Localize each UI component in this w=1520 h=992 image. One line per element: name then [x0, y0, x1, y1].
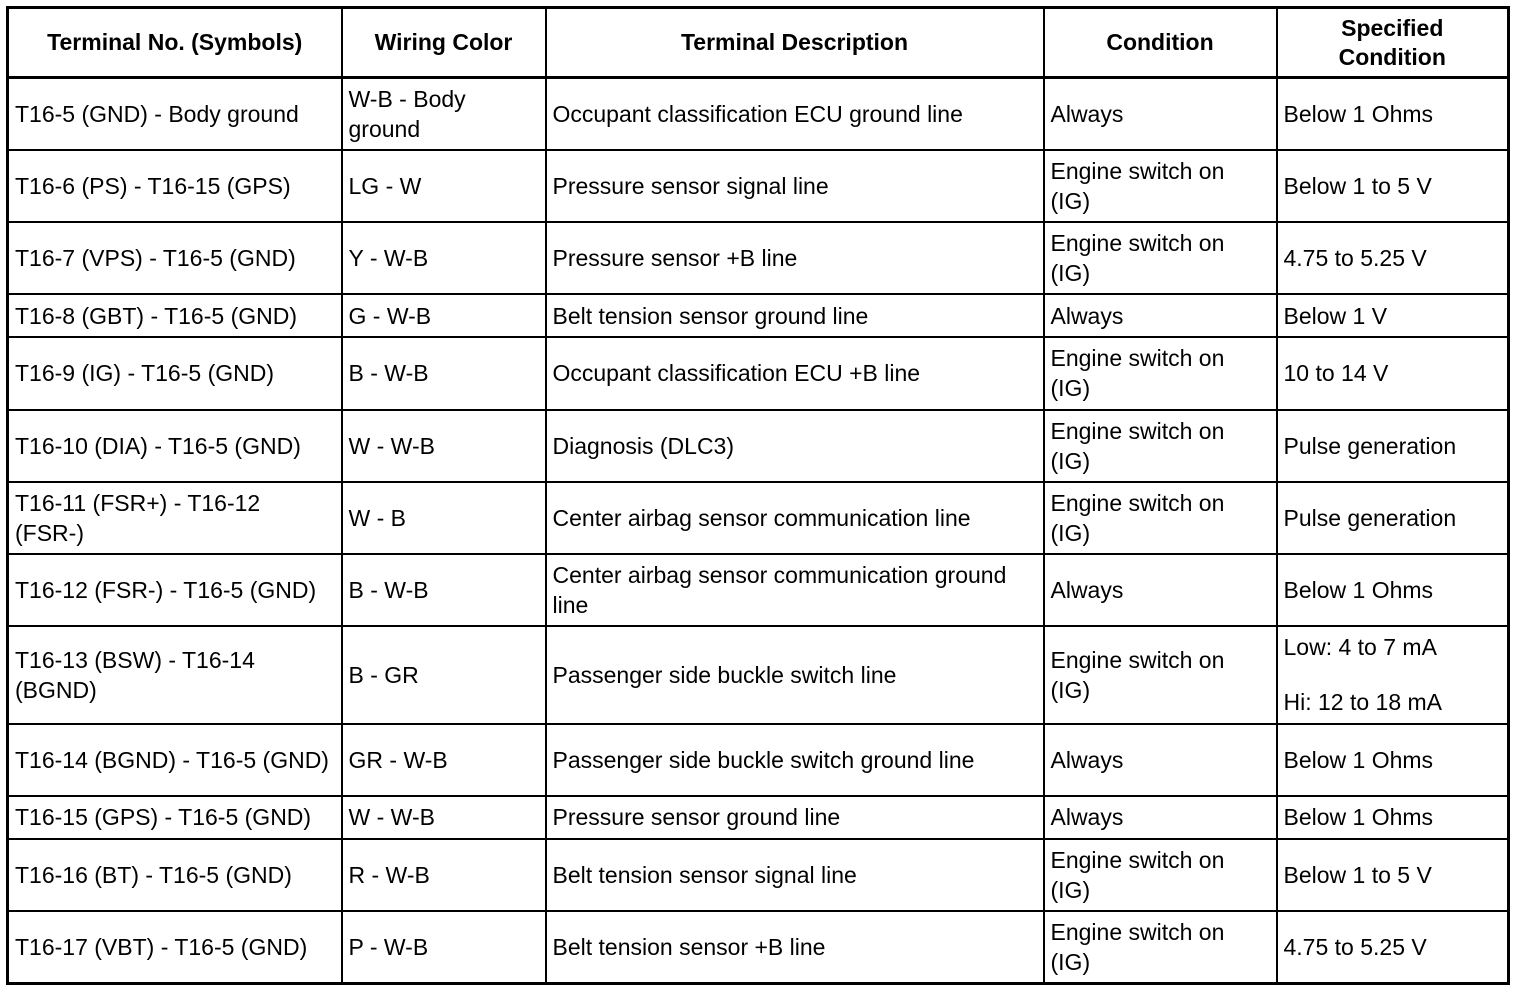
wiring-color-cell: Y - W-B [342, 222, 546, 294]
condition-cell: Engine switch on (IG) [1044, 222, 1277, 294]
terminal-cell: T16-9 (IG) - T16-5 (GND) [8, 337, 342, 409]
description-cell: Belt tension sensor signal line [546, 839, 1044, 911]
condition-cell: Always [1044, 796, 1277, 839]
wiring-color-cell: W-B - Body ground [342, 78, 546, 150]
specified-condition-line: Below 1 Ohms [1283, 746, 1434, 773]
terminal-cell: T16-7 (VPS) - T16-5 (GND) [8, 222, 342, 294]
header-condition: Condition [1044, 8, 1277, 78]
spec-line-gap [1284, 662, 1502, 687]
specified-condition-line: Below 1 to 5 V [1283, 172, 1432, 199]
table-row [8, 724, 1509, 796]
specified-condition-cell [1277, 410, 1509, 482]
terminal-cell: T16-11 (FSR+) - T16-12 (FSR-) [8, 482, 342, 554]
description-cell: Passenger side buckle switch line [546, 626, 1044, 723]
terminal-cell: T16-13 (BSW) - T16-14 (BGND) [8, 626, 342, 723]
header-specified-condition: Specified Condition [1277, 8, 1509, 78]
specified-condition-line: 10 to 14 V [1283, 360, 1389, 387]
specified-condition-cell [1277, 150, 1509, 222]
table-row [8, 294, 1509, 337]
description-cell: Pressure sensor ground line [546, 796, 1044, 839]
wiring-color-cell: GR - W-B [342, 724, 546, 796]
description-cell: Occupant classification ECU +B line [546, 337, 1044, 409]
description-cell: Belt tension sensor ground line [546, 294, 1044, 337]
description-cell: Passenger side buckle switch ground line [546, 724, 1044, 796]
table-row [8, 554, 1509, 626]
specified-condition-line: Pulse generation [1283, 504, 1457, 531]
specified-condition-line: Below 1 Ohms [1283, 804, 1434, 831]
specified-condition-cell [1277, 724, 1509, 796]
terminal-cell: T16-10 (DIA) - T16-5 (GND) [8, 410, 342, 482]
condition-cell: Engine switch on (IG) [1044, 410, 1277, 482]
condition-cell: Engine switch on (IG) [1044, 626, 1277, 723]
terminal-spec-table [6, 6, 1510, 985]
table-row [8, 150, 1509, 222]
condition-cell: Always [1044, 78, 1277, 150]
specified-condition-cell [1277, 222, 1509, 294]
wiring-color-cell: G - W-B [342, 294, 546, 337]
specified-condition-line: 4.75 to 5.25 V [1283, 245, 1427, 272]
specified-condition-cell [1277, 839, 1509, 911]
description-cell: Pressure sensor +B line [546, 222, 1044, 294]
terminal-cell: T16-15 (GPS) - T16-5 (GND) [8, 796, 342, 839]
condition-cell: Always [1044, 294, 1277, 337]
table-body [8, 78, 1509, 984]
terminal-cell: T16-5 (GND) - Body ground [8, 78, 342, 150]
specified-condition-cell [1277, 911, 1509, 983]
description-cell: Diagnosis (DLC3) [546, 410, 1044, 482]
wiring-color-cell: P - W-B [342, 911, 546, 983]
description-cell: Pressure sensor signal line [546, 150, 1044, 222]
description-cell: Occupant classification ECU ground line [546, 78, 1044, 150]
table-row [8, 337, 1509, 409]
description-cell: Center airbag sensor communication ground line [546, 554, 1044, 626]
table-row [8, 839, 1509, 911]
specified-condition-line: Below 1 to 5 V [1283, 862, 1432, 889]
table-row [8, 410, 1509, 482]
wiring-color-cell: LG - W [342, 150, 546, 222]
specified-condition-cell [1277, 626, 1509, 723]
header-terminal: Terminal No. (Symbols) [8, 8, 342, 78]
terminal-cell: T16-12 (FSR-) - T16-5 (GND) [8, 554, 342, 626]
condition-cell: Engine switch on (IG) [1044, 337, 1277, 409]
condition-cell: Engine switch on (IG) [1044, 911, 1277, 983]
specified-condition-line: Low: 4 to 7 mA [1283, 634, 1437, 661]
description-cell: Center airbag sensor communication line [546, 482, 1044, 554]
terminal-cell: T16-16 (BT) - T16-5 (GND) [8, 839, 342, 911]
specified-condition-cell [1277, 554, 1509, 626]
condition-cell: Engine switch on (IG) [1044, 839, 1277, 911]
wiring-color-cell: W - B [342, 482, 546, 554]
table-row [8, 626, 1509, 723]
terminal-cell: T16-14 (BGND) - T16-5 (GND) [8, 724, 342, 796]
specified-condition-cell [1277, 796, 1509, 839]
specified-condition-line: 4.75 to 5.25 V [1283, 934, 1427, 961]
wiring-color-cell: B - W-B [342, 554, 546, 626]
condition-cell: Engine switch on (IG) [1044, 482, 1277, 554]
terminal-cell: T16-17 (VBT) - T16-5 (GND) [8, 911, 342, 983]
specified-condition-cell [1277, 294, 1509, 337]
terminal-spec-document [6, 6, 1507, 985]
table-row [8, 911, 1509, 983]
condition-cell: Always [1044, 554, 1277, 626]
table-row [8, 78, 1509, 150]
description-cell: Belt tension sensor +B line [546, 911, 1044, 983]
wiring-color-cell: W - W-B [342, 410, 546, 482]
table-row [8, 222, 1509, 294]
specified-condition-line: Pulse generation [1283, 432, 1457, 459]
specified-condition-line: Below 1 Ohms [1283, 577, 1434, 604]
header-wiring-color: Wiring Color [342, 8, 546, 78]
specified-condition-cell [1277, 78, 1509, 150]
terminal-cell: T16-8 (GBT) - T16-5 (GND) [8, 294, 342, 337]
wiring-color-cell: R - W-B [342, 839, 546, 911]
wiring-color-cell: B - GR [342, 626, 546, 723]
specified-condition-cell [1277, 482, 1509, 554]
wiring-color-cell: B - W-B [342, 337, 546, 409]
specified-condition-line: Below 1 Ohms [1283, 100, 1434, 127]
specified-condition-cell [1277, 337, 1509, 409]
table-row [8, 796, 1509, 839]
specified-condition-line: Below 1 V [1283, 302, 1388, 329]
header-row [8, 8, 1509, 78]
condition-cell: Engine switch on (IG) [1044, 150, 1277, 222]
wiring-color-cell: W - W-B [342, 796, 546, 839]
header-terminal-description: Terminal Description [546, 8, 1044, 78]
terminal-cell: T16-6 (PS) - T16-15 (GPS) [8, 150, 342, 222]
table-row [8, 482, 1509, 554]
specified-condition-line: Hi: 12 to 18 mA [1283, 689, 1443, 716]
condition-cell: Always [1044, 724, 1277, 796]
